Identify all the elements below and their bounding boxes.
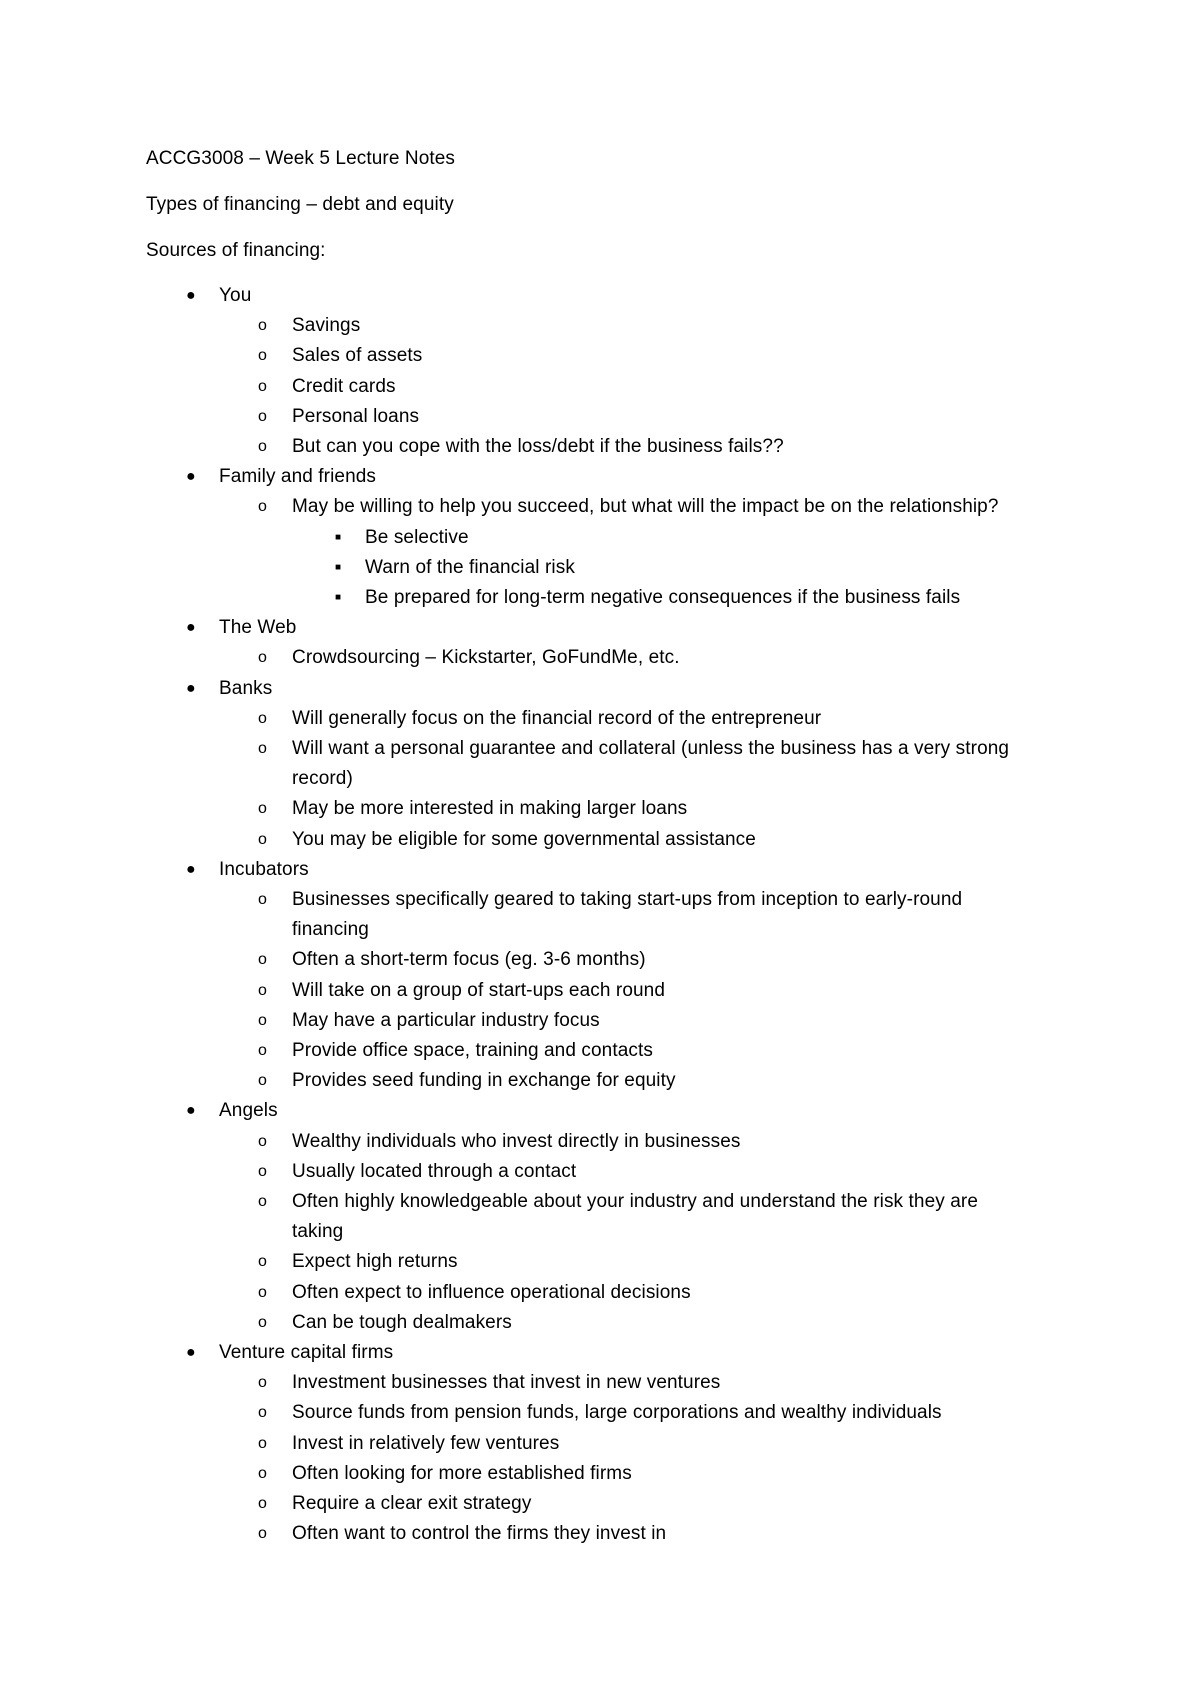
item-bullet: o (258, 1434, 267, 1452)
item-bullet: o (258, 981, 267, 999)
item-bullet: o (258, 1313, 267, 1331)
list-item: Often a short-term focus (eg. 3-6 months) (292, 949, 646, 971)
list-item: taking (292, 1221, 344, 1243)
item-bullet: o (258, 951, 267, 969)
sub-list-item: Be prepared for long-term negative consequences if the business fails (365, 587, 961, 608)
list-item: Will take on a group of start-ups each round (292, 979, 665, 1001)
section-heading: The Web (219, 617, 297, 639)
subitem-bullet: ■ (335, 531, 342, 543)
section-heading: Venture capital firms (219, 1342, 394, 1363)
list-item: Often looking for more established firms (292, 1462, 632, 1484)
list-item: You may be eligible for some governmental assistance (292, 828, 756, 850)
item-bullet: o (258, 1464, 267, 1482)
sub-list-item: Be selective (365, 526, 469, 548)
item-bullet: o (258, 1193, 267, 1210)
section-heading: Family and friends (219, 466, 377, 488)
list-item: Provides seed funding in exchange for equity (292, 1070, 676, 1092)
list-item: Source funds from pension funds, large corporations and wealthy individuals (292, 1402, 942, 1424)
list-item: Crowdsourcing – Kickstarter, GoFundMe, etc. (292, 647, 680, 669)
page-subtitle: Types of financing – debt and equity (146, 194, 454, 215)
item-bullet: o (258, 1525, 267, 1543)
section-bullet: ● (186, 287, 196, 304)
section-bullet: ● (186, 860, 196, 878)
list-item: Often want to control the firms they invest in (292, 1523, 667, 1545)
item-bullet: o (258, 800, 267, 818)
list-item: Often highly knowledgeable about your industry and understand the risk they are (292, 1191, 978, 1212)
item-bullet: o (258, 709, 267, 727)
section-bullet: ● (186, 1344, 196, 1361)
section-heading: You (219, 285, 252, 306)
page-title: ACCG3008 – Week 5 Lecture Notes (146, 148, 456, 169)
item-bullet: o (258, 1283, 267, 1301)
item-bullet: o (258, 1042, 267, 1059)
section-bullet: ● (186, 679, 196, 697)
section-bullet: ● (186, 1102, 196, 1120)
list-item: Businesses specifically geared to taking start-ups from inception to early-round (292, 889, 963, 910)
item-bullet: o (258, 1404, 267, 1422)
intro-heading: Sources of financing: (146, 240, 326, 261)
list-item: record) (292, 768, 353, 790)
item-bullet: o (258, 498, 267, 516)
list-item: But can you cope with the loss/debt if the business fails?? (292, 436, 784, 457)
section-heading: Angels (219, 1100, 278, 1122)
section-heading: Incubators (219, 858, 309, 880)
item-bullet: o (258, 1495, 267, 1512)
item-bullet: o (258, 1374, 267, 1392)
list-item: May have a particular industry focus (292, 1009, 600, 1031)
list-item: May be willing to help you succeed, but what will the impact be on the relationship? (292, 496, 999, 518)
list-item: financing (292, 919, 369, 941)
section-bullet: ● (186, 468, 196, 486)
item-bullet: o (258, 1162, 267, 1180)
list-item: Investment businesses that invest in new ventures (292, 1372, 721, 1394)
subitem-bullet: ■ (335, 561, 342, 573)
item-bullet: o (258, 407, 267, 425)
item-bullet: o (258, 317, 267, 335)
list-item: Sales of assets (292, 345, 423, 367)
item-bullet: o (258, 1253, 267, 1271)
list-item: Will want a personal guarantee and collateral (unless the business has a very strong (292, 738, 1010, 759)
item-bullet: o (258, 1011, 267, 1029)
list-item: Provide office space, training and contacts (292, 1040, 653, 1061)
subitem-bullet: ■ (335, 592, 342, 603)
list-item: Wealthy individuals who invest directly in businesses (292, 1130, 741, 1152)
item-bullet: o (258, 1072, 267, 1090)
list-item: Savings (292, 315, 361, 337)
sub-list-item: Warn of the financial risk (365, 556, 575, 578)
list-item: Expect high returns (292, 1251, 458, 1273)
item-bullet: o (258, 830, 267, 848)
section-bullet: ● (186, 619, 196, 637)
list-item: Will generally focus on the financial record of the entrepreneur (292, 707, 822, 729)
list-item: Credit cards (292, 375, 396, 397)
list-item: Personal loans (292, 405, 420, 427)
list-item: Require a clear exit strategy (292, 1493, 532, 1514)
list-item: May be more interested in making larger loans (292, 798, 688, 820)
section-heading: Banks (219, 677, 273, 699)
list-item: Often expect to influence operational decisions (292, 1281, 691, 1303)
item-bullet: o (258, 377, 267, 395)
list-item: Can be tough dealmakers (292, 1311, 512, 1333)
item-bullet: o (258, 740, 267, 757)
item-bullet: o (258, 891, 267, 908)
list-item: Invest in relatively few ventures (292, 1432, 560, 1454)
item-bullet: o (258, 649, 267, 667)
item-bullet: o (258, 347, 267, 365)
item-bullet: o (258, 438, 267, 455)
list-item: Usually located through a contact (292, 1160, 577, 1182)
item-bullet: o (258, 1132, 267, 1150)
